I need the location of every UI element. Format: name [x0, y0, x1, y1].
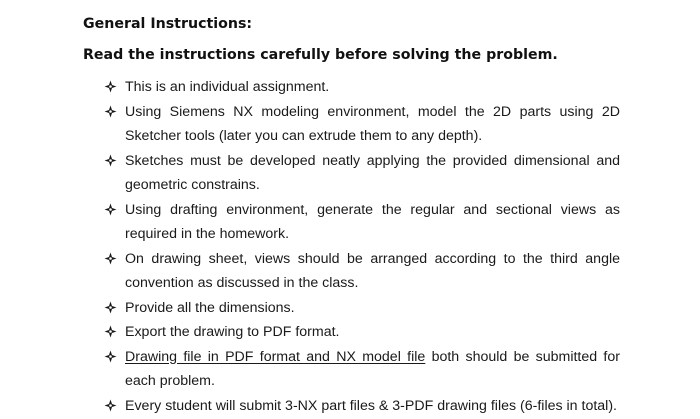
list-item-text: On drawing sheet, views should be arranged according to the third angle convention as discussed in the class. — [125, 250, 620, 291]
diamond-star-bullet-icon — [104, 149, 118, 174]
diamond-star-bullet-icon — [104, 198, 118, 223]
diamond-star-bullet-icon — [104, 247, 118, 272]
diamond-star-bullet-icon — [104, 296, 118, 321]
diamond-star-bullet-icon — [104, 394, 118, 419]
list-item-text: Every student will submit 3-NX part files & 3-PDF drawing files (6-files in total). — [125, 397, 617, 414]
diamond-star-bullet-icon — [104, 100, 118, 125]
list-item-text: both should be submitted for each problem. — [125, 348, 620, 389]
list-item-text: Provide all the dimensions. — [125, 299, 295, 316]
diamond-star-bullet-icon — [104, 345, 118, 370]
list-item — [104, 394, 620, 419]
list-item — [104, 100, 620, 149]
list-item-text: Sketches must be developed neatly applying the provided dimensional and geometric constrains. — [125, 152, 620, 193]
list-item-text: Export the drawing to PDF format. — [125, 324, 340, 340]
list-item — [104, 198, 620, 247]
list-item — [104, 345, 620, 394]
diamond-star-bullet-icon — [104, 75, 118, 100]
list-item — [104, 247, 620, 296]
list-item — [104, 149, 620, 198]
section-heading: General Instructions: — [83, 16, 253, 32]
list-item-underlined-text: Drawing file in PDF format and NX model file — [125, 348, 426, 365]
list-item-text: Using Siemens NX modeling environment, model the 2D parts using 2D Sketcher tools (later you can extrude them to any depth). — [125, 103, 620, 144]
instruction-list — [104, 75, 620, 418]
list-item — [104, 296, 620, 321]
list-item-text: This is an individual assignment. — [125, 79, 330, 95]
list-item — [104, 75, 620, 100]
list-item — [104, 320, 620, 345]
instructions-subheading: Read the instructions carefully before solving the problem. — [83, 47, 558, 63]
diamond-star-bullet-icon — [104, 320, 118, 345]
list-item-text: Using drafting environment, generate the regular and sectional views as required in the homework. — [125, 201, 620, 242]
